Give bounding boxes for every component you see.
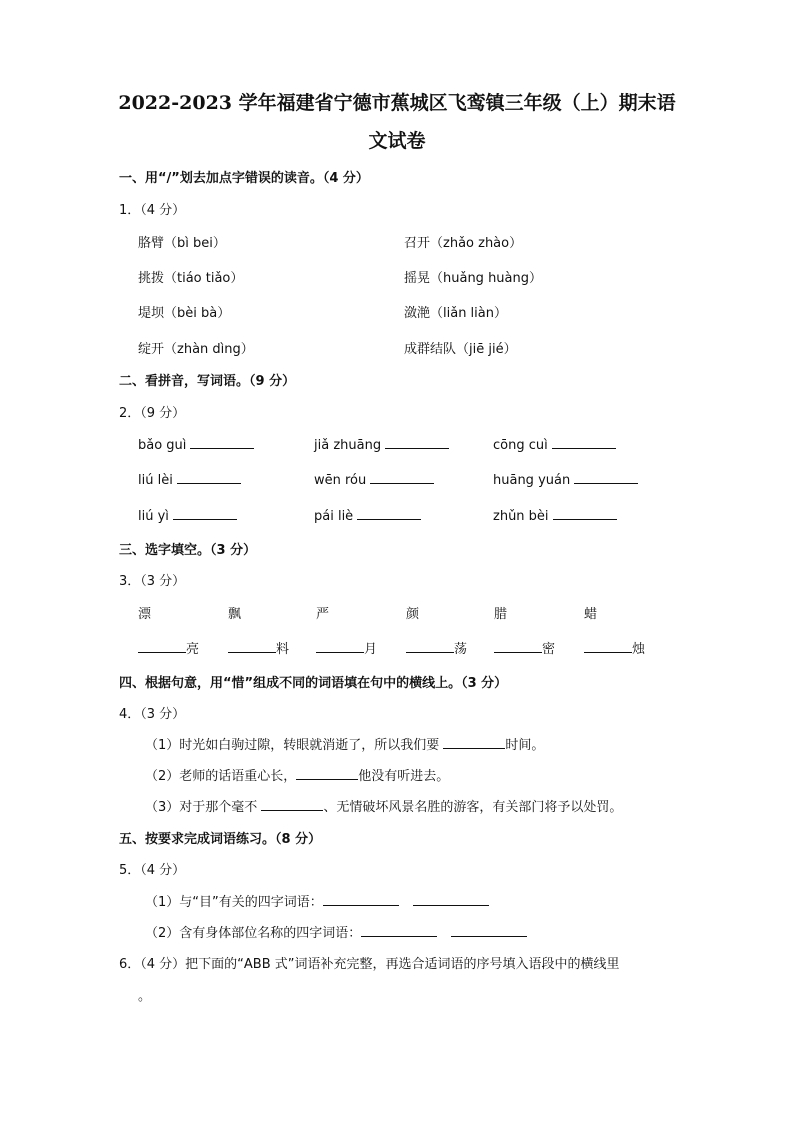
pinyin-word-item: jiǎ zhuāng xyxy=(314,436,449,453)
answer-blank[interactable] xyxy=(296,767,358,780)
answer-blank[interactable] xyxy=(413,893,489,906)
pinyin-word-item: pái liè xyxy=(314,507,421,524)
fill-char-item: 烛 xyxy=(584,638,645,657)
fill-char-item: 荡 xyxy=(406,638,467,657)
pinyin-choice-item: 摇晃（huǎng huàng） xyxy=(404,271,543,286)
pinyin-choice-item: 召开（zhǎo zhào） xyxy=(404,236,523,251)
answer-blank[interactable] xyxy=(553,507,617,520)
question2-number: 2．（9 分） xyxy=(119,406,186,421)
answer-blank[interactable] xyxy=(370,471,434,484)
sentence-2: （2）老师的话语重心长， 他没有听进去。 xyxy=(145,769,450,784)
answer-blank[interactable] xyxy=(323,893,399,906)
answer-blank[interactable] xyxy=(443,736,505,749)
answer-blank[interactable] xyxy=(138,640,186,653)
question6-text: 6．（4 分）把下面的“ABB 式”词语补充完整，再选合适词语的序号填入语段中的横线里 xyxy=(119,957,620,972)
answer-blank[interactable] xyxy=(173,507,237,520)
pinyin-choice-item: 绽开（zhàn dìng） xyxy=(138,342,254,357)
fill-char-item: 料 xyxy=(228,638,289,657)
question1-number: 1．（4 分） xyxy=(119,203,186,218)
answer-blank[interactable] xyxy=(552,436,616,449)
question3-number: 3．（3 分） xyxy=(119,574,186,589)
char-option: 蜡 xyxy=(584,607,598,622)
answer-blank[interactable] xyxy=(228,640,276,653)
exam-title-line2: 文试卷 xyxy=(368,130,426,152)
question4-number: 4．（3 分） xyxy=(119,707,186,722)
answer-blank[interactable] xyxy=(261,798,323,811)
answer-blank[interactable] xyxy=(451,924,527,937)
pinyin-choice-item: 挑拨（tiáo tiǎo） xyxy=(138,271,244,286)
pinyin-choice-item: 胳臂（bì bei） xyxy=(138,236,226,251)
pinyin-word-item: cōng cuì xyxy=(493,436,616,453)
section4-heading: 四、根据句意，用“惜”组成不同的词语填在句中的横线上。（3 分） xyxy=(119,676,508,691)
section1-heading: 一、用“/”划去加点字错误的读音。（4 分） xyxy=(119,171,369,186)
section2-heading: 二、看拼音，写词语。（9 分） xyxy=(119,374,296,389)
answer-blank[interactable] xyxy=(361,924,437,937)
pinyin-choice-item: 堤坝（bèi bà） xyxy=(138,306,231,321)
sentence-3: （3）对于那个毫不 、无情破坏风景名胜的游客，有关部门将予以处罚。 xyxy=(145,800,623,815)
question6-continuation: 。 xyxy=(138,989,152,1004)
pinyin-word-item: zhǔn bèi xyxy=(493,507,617,524)
char-option: 腊 xyxy=(494,607,508,622)
char-option: 漂 xyxy=(138,607,152,622)
answer-blank[interactable] xyxy=(177,471,241,484)
answer-blank[interactable] xyxy=(190,436,254,449)
pinyin-word-item: bǎo guì xyxy=(138,436,254,453)
char-option: 颜 xyxy=(406,607,420,622)
section3-heading: 三、选字填空。（3 分） xyxy=(119,543,257,558)
answer-blank[interactable] xyxy=(574,471,638,484)
question5-number: 5．（4 分） xyxy=(119,863,186,878)
pinyin-word-item: liú lèi xyxy=(138,471,241,488)
answer-blank[interactable] xyxy=(385,436,449,449)
pinyin-word-item: huāng yuán xyxy=(493,471,638,488)
exam-title-line1: 2022-2023 学年福建省宁德市蕉城区飞鸾镇三年级（上）期末语 xyxy=(118,92,676,114)
answer-blank[interactable] xyxy=(316,640,364,653)
fill-char-item: 亮 xyxy=(138,638,199,657)
idiom-line-2: （2）含有身体部位名称的四字词语： xyxy=(145,922,527,941)
fill-char-item: 密 xyxy=(494,638,555,657)
answer-blank[interactable] xyxy=(406,640,454,653)
sentence-1: （1）时光如白驹过隙，转眼就消逝了，所以我们要 时间。 xyxy=(145,738,545,753)
char-option: 严 xyxy=(316,607,330,622)
answer-blank[interactable] xyxy=(584,640,632,653)
char-option: 飘 xyxy=(228,607,242,622)
section5-heading: 五、按要求完成词语练习。（8 分） xyxy=(119,832,322,847)
pinyin-choice-item: 潋滟（liǎn liàn） xyxy=(404,306,507,321)
pinyin-word-item: liú yì xyxy=(138,507,237,524)
pinyin-choice-item: 成群结队（jiē jié） xyxy=(404,342,517,357)
idiom-line-1: （1）与“目”有关的四字词语： xyxy=(145,891,489,910)
fill-char-item: 月 xyxy=(316,638,377,657)
pinyin-word-item: wēn róu xyxy=(314,471,434,488)
answer-blank[interactable] xyxy=(357,507,421,520)
answer-blank[interactable] xyxy=(494,640,542,653)
